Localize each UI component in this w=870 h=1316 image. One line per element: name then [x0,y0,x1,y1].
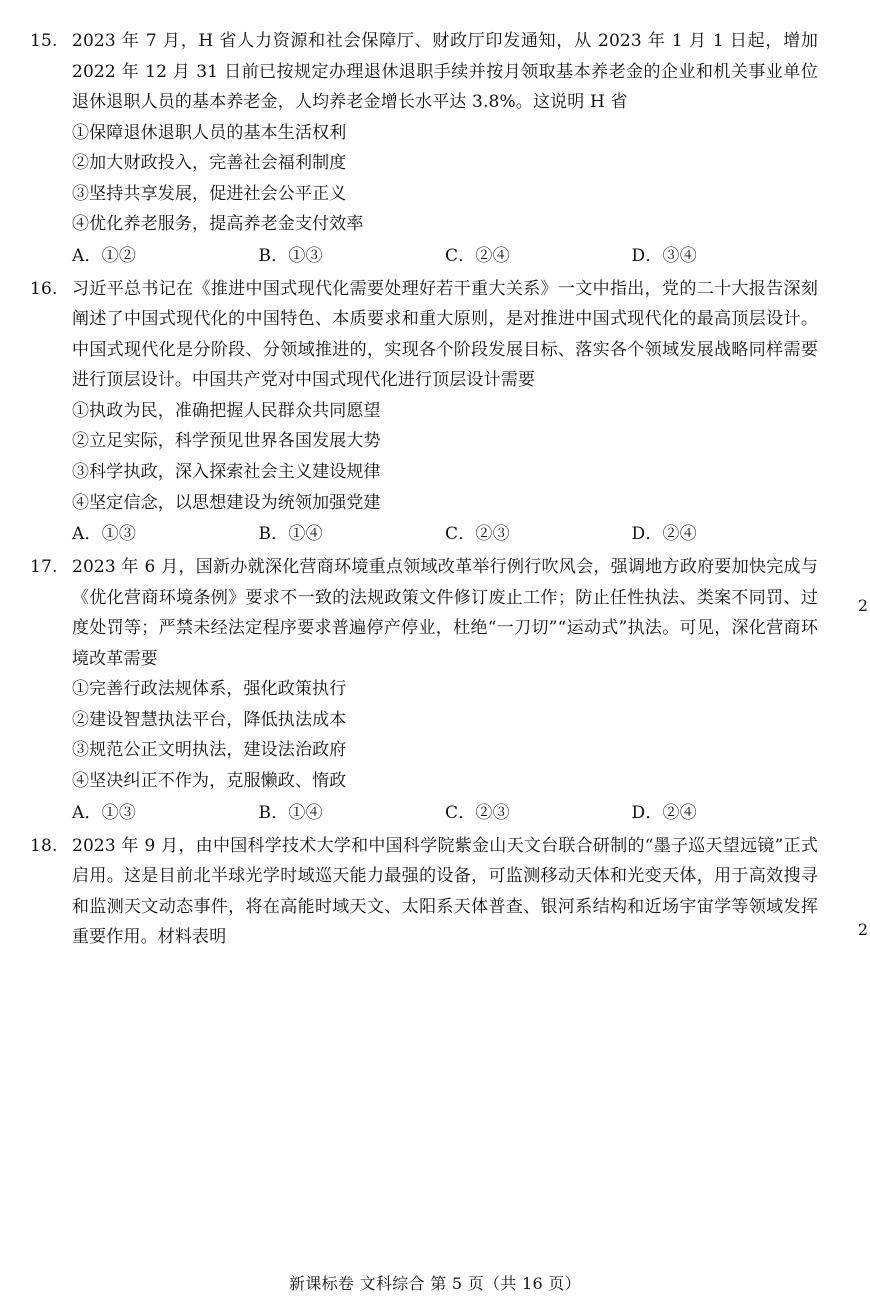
question-17-choice-c[interactable]: C．②③ [445,802,510,823]
question-16-choice-b[interactable]: B．①④ [258,524,323,545]
question-15-options-list [72,118,818,240]
question-16-body [72,274,818,550]
question-15-choice-c[interactable]: C．②④ [445,245,510,266]
question-16-statement-1: ①执政为民，准确把握人民群众共同愿望 [72,400,381,421]
question-17-stem: 2023 年 6 月，国新办就深化营商环境重点领域改革举行例行吹风会，强调地方政府要加快完成与《优化营商环境条例》要求不一致的法规政策文件修订废止工作；防止任性执法、类案不同罚、过度处罚等；严禁未经法定程序要求普遍停产停业，杜绝“一刀切”“运动式”执法。可见，深化营商环境改革需要 [72,557,818,669]
question-15-statement-3: ③坚持共享发展，促进社会公平正义 [72,183,347,204]
question-15-statement-2: ②加大财政投入，完善社会福利制度 [72,153,347,174]
question-15-choice-d[interactable]: D．③④ [631,245,697,266]
question-16 [30,274,818,550]
question-15-choices [72,241,818,272]
question-18-stem: 2023 年 9 月，由中国科学技术大学和中国科学院紫金山天文台联合研制的“墨子巡天望远镜”正式启用。这是目前北半球光学时域巡天能力最强的设备，可监测移动天体和光变天体，用于高效搜寻和监测天文动态事件，将在高能时域天文、太阳系天体普查、银河系结构和近场宇宙学等领域发挥重要作用。材料表明 [72,835,818,948]
question-16-stem: 习近平总书记在《推进中国式现代化需要处理好若干重大关系》一文中指出，党的二十大报告深刻阐述了中国式现代化的中国特色、本质要求和重大原则，是对推进中国式现代化的最高顶层设计。中国式现代化是分阶段、分领域推进的，实现各个阶段发展目标、落实各个领域发展战略同样需要进行顶层设计。中国共产党对中国式现代化进行顶层设计需要 [72,278,818,391]
question-17-choice-b[interactable]: B．①④ [258,802,323,823]
question-17-statement-3: ③规范公正文明执法，建设法治政府 [72,740,347,761]
question-18-body [72,831,818,953]
question-15-stem: 2023 年 7 月，H 省人力资源和社会保障厅、财政厅印发通知，从 2023 年 1 月 1 日起，增加 2022 年 12 月 31 日前已按规定办理退休退职手续并按月领取基本养老金的企业和机关事业单位退休退职人员的基本养老金，人均养老金增长水平达 3.8%。这说明 H 省 [72,31,818,112]
question-17-statement-4: ④坚决纠正不作为，克服懒政、惰政 [72,771,347,792]
question-17-body [72,552,818,828]
question-15-statement-1: ①保障退休退职人员的基本生活权利 [72,122,347,143]
question-18 [30,831,818,953]
question-17-statement-1: ①完善行政法规体系，强化政策执行 [72,679,347,700]
page-edge-mark-1: 2 [857,596,868,615]
question-16-number: 16. [30,278,58,299]
question-15 [30,26,818,272]
question-17 [30,552,818,828]
question-16-choice-a[interactable]: A．①③ [72,524,137,545]
question-15-body [72,26,818,272]
question-17-choice-a[interactable]: A．①③ [72,802,137,823]
question-16-choice-c[interactable]: C．②③ [445,524,510,545]
question-16-options-list [72,396,818,518]
question-16-statement-4: ④坚定信念，以思想建设为统领加强党建 [72,492,381,513]
question-15-statement-4: ④优化养老服务，提高养老金支付效率 [72,214,364,235]
question-16-statement-3: ③科学执政，深入探索社会主义建设规律 [72,462,381,483]
question-15-choice-b[interactable]: B．①③ [258,245,323,266]
question-17-statement-2: ②建设智慧执法平台，降低执法成本 [72,709,347,730]
question-17-number: 17. [30,557,58,578]
page-edge-mark-2: 2 [857,920,868,939]
question-15-choice-a[interactable]: A．①② [72,245,137,266]
page-footer: 新课标卷 文科综合 第 5 页（共 16 页） [289,1274,581,1293]
question-17-choice-d[interactable]: D．②④ [631,802,697,823]
question-16-choice-d[interactable]: D．②④ [631,524,697,545]
question-17-choices [72,798,818,829]
question-16-statement-2: ②立足实际，科学预见世界各国发展大势 [72,431,381,452]
question-15-number: 15. [30,31,58,51]
question-18-number: 18. [30,835,58,856]
question-16-choices [72,519,818,550]
question-17-options-list [72,674,818,796]
